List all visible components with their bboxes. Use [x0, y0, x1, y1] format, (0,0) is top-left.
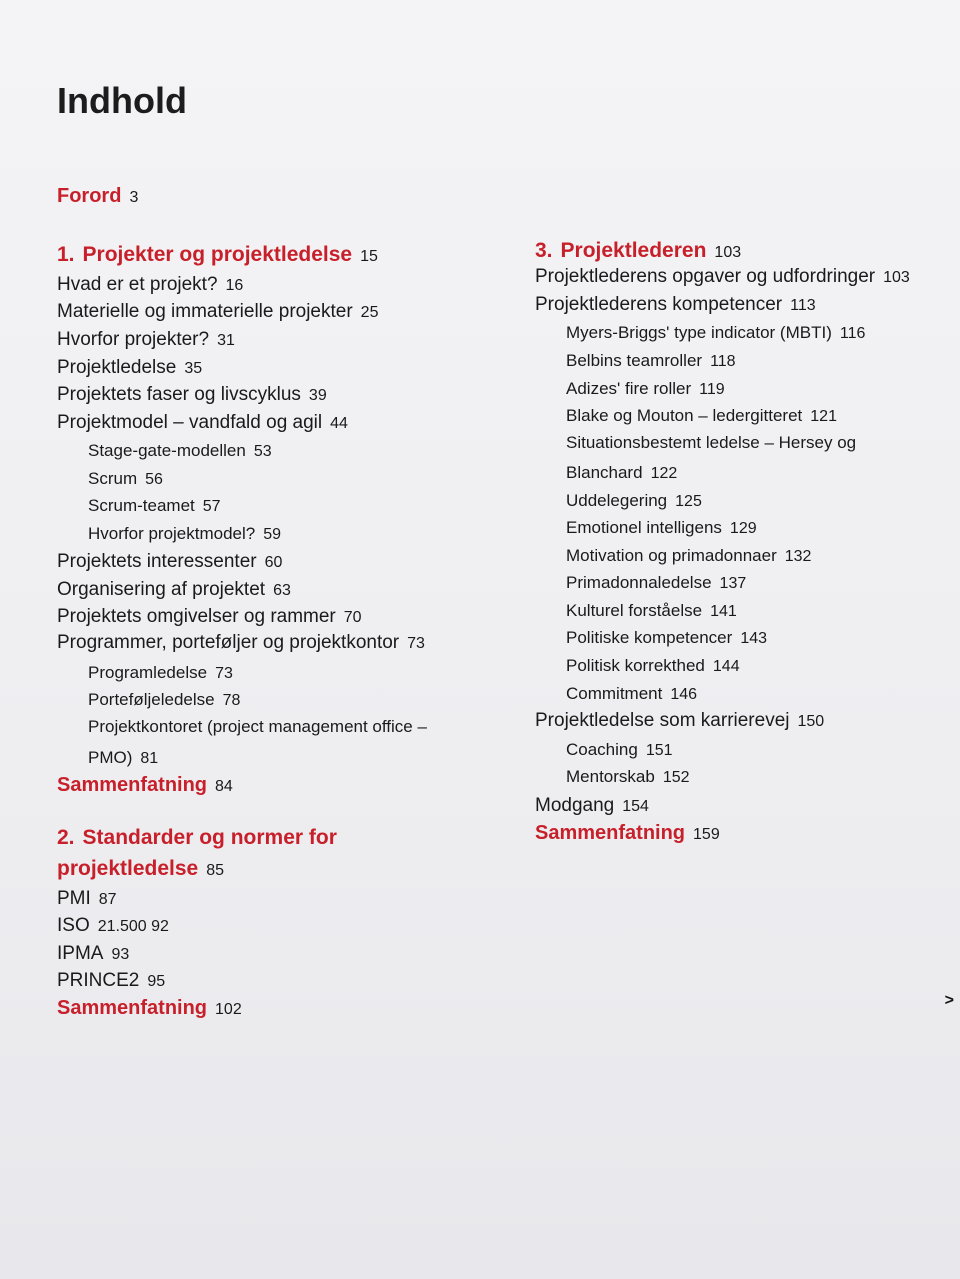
toc-entry-title: Forord: [57, 185, 122, 207]
toc-page-number: 15: [360, 248, 378, 265]
toc-entry[interactable]: [57, 413, 348, 432]
toc-entry-title: Mentorskab: [566, 767, 655, 786]
toc-entry-title: Situationsbestemt ledelse – Hersey og: [566, 433, 857, 452]
toc-page-number: 95: [147, 973, 166, 990]
toc-entry[interactable]: [57, 944, 129, 963]
toc-entry[interactable]: [535, 685, 697, 703]
toc-entry[interactable]: [535, 464, 677, 482]
toc-entry[interactable]: [57, 186, 138, 206]
toc-entry[interactable]: [57, 385, 327, 404]
toc-entry-title: Primadonnaledelse: [566, 573, 712, 592]
toc-page-number: 146: [670, 686, 698, 703]
toc-entry-title: Standarder og normer for: [82, 826, 337, 849]
toc-page-number: 129: [729, 520, 757, 537]
toc-page-number: 59: [263, 526, 282, 543]
toc-entry-title: Organisering af projektet: [57, 579, 266, 600]
toc-page-number: 113: [790, 297, 816, 314]
toc-entry[interactable]: [535, 602, 737, 620]
toc-page-number: 78: [222, 692, 241, 709]
toc-entry[interactable]: [535, 574, 746, 592]
toc-entry-title: Projektlederens opgaver og udfordringer: [535, 266, 876, 287]
toc-page-number: 150: [797, 713, 825, 730]
toc-page-number: 125: [675, 493, 702, 510]
toc-page-number: 118: [710, 353, 736, 370]
toc-entry-title: Projektlederen: [560, 239, 707, 262]
toc-entry[interactable]: [535, 741, 673, 759]
toc-page-number: 141: [710, 603, 737, 620]
toc-page-number: 60: [264, 554, 283, 571]
toc-entry[interactable]: [57, 442, 272, 460]
toc-page-number: 102: [215, 1001, 242, 1018]
toc-entry[interactable]: [57, 607, 362, 626]
toc-entry[interactable]: [535, 519, 757, 537]
toc-entry-title: Politisk korrekthed: [566, 656, 705, 675]
toc-entry-title: Projektledelse som karrierevej: [535, 710, 790, 731]
chapter-number: 3.: [535, 239, 553, 262]
toc-page-number: 151: [645, 742, 673, 759]
toc-entry-title: Projektmodel – vandfald og agil: [57, 412, 323, 433]
toc-page-number: 103: [714, 244, 742, 261]
toc-entry-title: Projekter og projektledelse: [82, 243, 353, 266]
toc-entry[interactable]: [535, 324, 865, 342]
toc-entry[interactable]: [535, 295, 816, 314]
toc-entry-title: Myers-Briggs' type indicator (MBTI): [566, 323, 832, 342]
toc-entry[interactable]: [535, 407, 837, 425]
toc-entry[interactable]: [535, 380, 725, 398]
toc-entry-title: Modgang: [535, 795, 615, 816]
toc-entry-title: Motivation og primadonnaer: [566, 546, 777, 565]
toc-entry-title: Materielle og immaterielle projekter: [57, 301, 353, 322]
toc-page-number: 137: [719, 575, 747, 592]
toc-page-number: 53: [253, 443, 272, 460]
toc-page-number: 44: [330, 415, 348, 432]
toc-entry[interactable]: [57, 580, 291, 599]
toc-entry-title: PMI: [57, 888, 91, 909]
toc-entry-title: Projektets omgivelser og rammer: [57, 606, 336, 627]
toc-entry-title: Projektets interessenter: [57, 551, 257, 572]
toc-entry[interactable]: [57, 302, 378, 321]
toc-entry-title: Projektlederens kompetencer: [535, 294, 783, 315]
toc-entry[interactable]: [57, 664, 233, 682]
toc-entry[interactable]: [57, 275, 243, 294]
toc-entry[interactable]: [57, 552, 282, 571]
toc-entry[interactable]: [535, 796, 649, 815]
toc-page-number: 84: [215, 778, 233, 795]
toc-entry-title: Projektledelse: [57, 357, 177, 378]
toc-entry[interactable]: [535, 629, 767, 647]
toc-page-number: 132: [784, 548, 812, 565]
toc-entry[interactable]: [57, 525, 281, 543]
toc-page-number: 144: [712, 658, 740, 675]
toc-entry[interactable]: [57, 749, 158, 767]
toc-page-number: 25: [360, 304, 379, 321]
toc-entry[interactable]: [57, 858, 224, 879]
toc-entry-title: IPMA: [57, 943, 104, 964]
toc-entry-title: projektledelse: [57, 857, 199, 880]
toc-page-number: 39: [308, 387, 327, 404]
toc-entry[interactable]: [57, 827, 337, 848]
toc-page-number: 116: [839, 325, 866, 342]
toc-entry[interactable]: [535, 768, 690, 786]
toc-entry-title: Uddelegering: [566, 491, 668, 510]
toc-page-number: 85: [206, 862, 225, 879]
toc-entry-title: Hvad er et projekt?: [57, 274, 218, 295]
toc-entry-title: Hvorfor projektmodel?: [88, 524, 256, 543]
toc-entry-title: Adizes' fire roller: [566, 379, 692, 398]
toc-entry[interactable]: [57, 916, 169, 935]
toc-entry[interactable]: [535, 434, 856, 451]
toc-entry[interactable]: [57, 244, 378, 265]
toc-page-number: 122: [650, 465, 678, 482]
toc-page-number: 93: [111, 946, 130, 963]
toc-page-number: 154: [622, 798, 649, 815]
toc-page-number: 121: [810, 408, 837, 425]
chapter-number: 2.: [57, 826, 75, 849]
toc-page-number: 143: [740, 630, 768, 647]
toc-page-number: 56: [145, 471, 163, 488]
toc-entry-title: Sammenfatning: [535, 822, 686, 844]
toc-page-number: 152: [662, 769, 690, 786]
toc-page-number: 119: [699, 381, 725, 398]
toc-entry-title: Sammenfatning: [57, 774, 208, 796]
toc-page-number: 63: [273, 582, 291, 599]
toc-entry-title: Porteføljeledelse: [88, 690, 215, 709]
toc-entry-title: Scrum-teamet: [88, 496, 195, 515]
toc-entry-title: Commitment: [566, 684, 663, 703]
toc-entry-title: Kulturel forståelse: [566, 601, 703, 620]
toc-page-number: 87: [98, 891, 117, 908]
toc-entry[interactable]: [535, 823, 720, 843]
toc-entry-title: Projektets faser og livscyklus: [57, 384, 301, 405]
toc-entry[interactable]: [57, 691, 240, 709]
toc-entry[interactable]: [57, 470, 163, 488]
toc-entry[interactable]: [57, 718, 427, 735]
toc-page-number: 3: [129, 189, 139, 206]
toc-entry[interactable]: [57, 358, 202, 377]
toc-entry-title: Scrum: [88, 469, 138, 488]
toc-page-number: 16: [225, 277, 244, 294]
toc-entry-title: Programledelse: [88, 663, 208, 682]
toc-entry[interactable]: [535, 547, 811, 565]
toc-entry-title: Politiske kompetencer: [566, 628, 733, 647]
toc-entry[interactable]: [57, 889, 117, 908]
toc-entry[interactable]: [535, 240, 741, 261]
toc-page-number: 70: [343, 609, 362, 626]
toc-page-number: 21.500 92: [97, 918, 169, 935]
toc-entry[interactable]: [535, 657, 740, 675]
toc-entry[interactable]: [57, 775, 233, 795]
toc-entry-title: Sammenfatning: [57, 997, 208, 1019]
toc-entry-title: Belbins teamroller: [566, 351, 703, 370]
toc-entry-title: Hvorfor projekter?: [57, 329, 210, 350]
toc-page-number: 73: [407, 635, 425, 652]
toc-page-number: 35: [184, 360, 203, 377]
toc-entry[interactable]: [535, 352, 736, 370]
toc-entry-title: Programmer, porteføljer og projektkontor: [57, 632, 400, 653]
toc-entry[interactable]: [535, 711, 824, 730]
toc-entry-title: Coaching: [566, 740, 638, 759]
toc-entry[interactable]: [57, 998, 242, 1018]
toc-entry[interactable]: [535, 267, 910, 286]
toc-page-number: 73: [215, 665, 233, 682]
toc-page-number: 103: [883, 269, 910, 286]
toc-entry[interactable]: [57, 330, 235, 349]
chapter-number: 1.: [57, 243, 75, 266]
toc-entry[interactable]: [57, 633, 425, 652]
toc-entry-title: Blake og Mouton – ledergitteret: [566, 406, 803, 425]
toc-page-number: 31: [217, 332, 235, 349]
toc-entry-title: PRINCE2: [57, 970, 140, 991]
toc-entry-title: PMO): [88, 748, 133, 767]
toc-entry[interactable]: [57, 497, 221, 515]
toc-entry-title: Emotionel intelligens: [566, 518, 722, 537]
toc-page-number: 159: [693, 826, 720, 843]
toc-page-number: 57: [202, 498, 221, 515]
toc-entry-title: ISO: [57, 915, 90, 936]
next-page-arrow-icon[interactable]: >: [944, 992, 954, 1009]
toc-entry-title: Stage-gate-modellen: [88, 441, 246, 460]
toc-page-number: 81: [140, 750, 159, 767]
toc-entry-title: Blanchard: [566, 463, 643, 482]
toc-entry-title: Projektkontoret (project management office –: [88, 717, 427, 736]
toc-entry[interactable]: [57, 971, 165, 990]
toc-entry[interactable]: [535, 492, 702, 510]
page-title: Indhold: [57, 80, 187, 121]
